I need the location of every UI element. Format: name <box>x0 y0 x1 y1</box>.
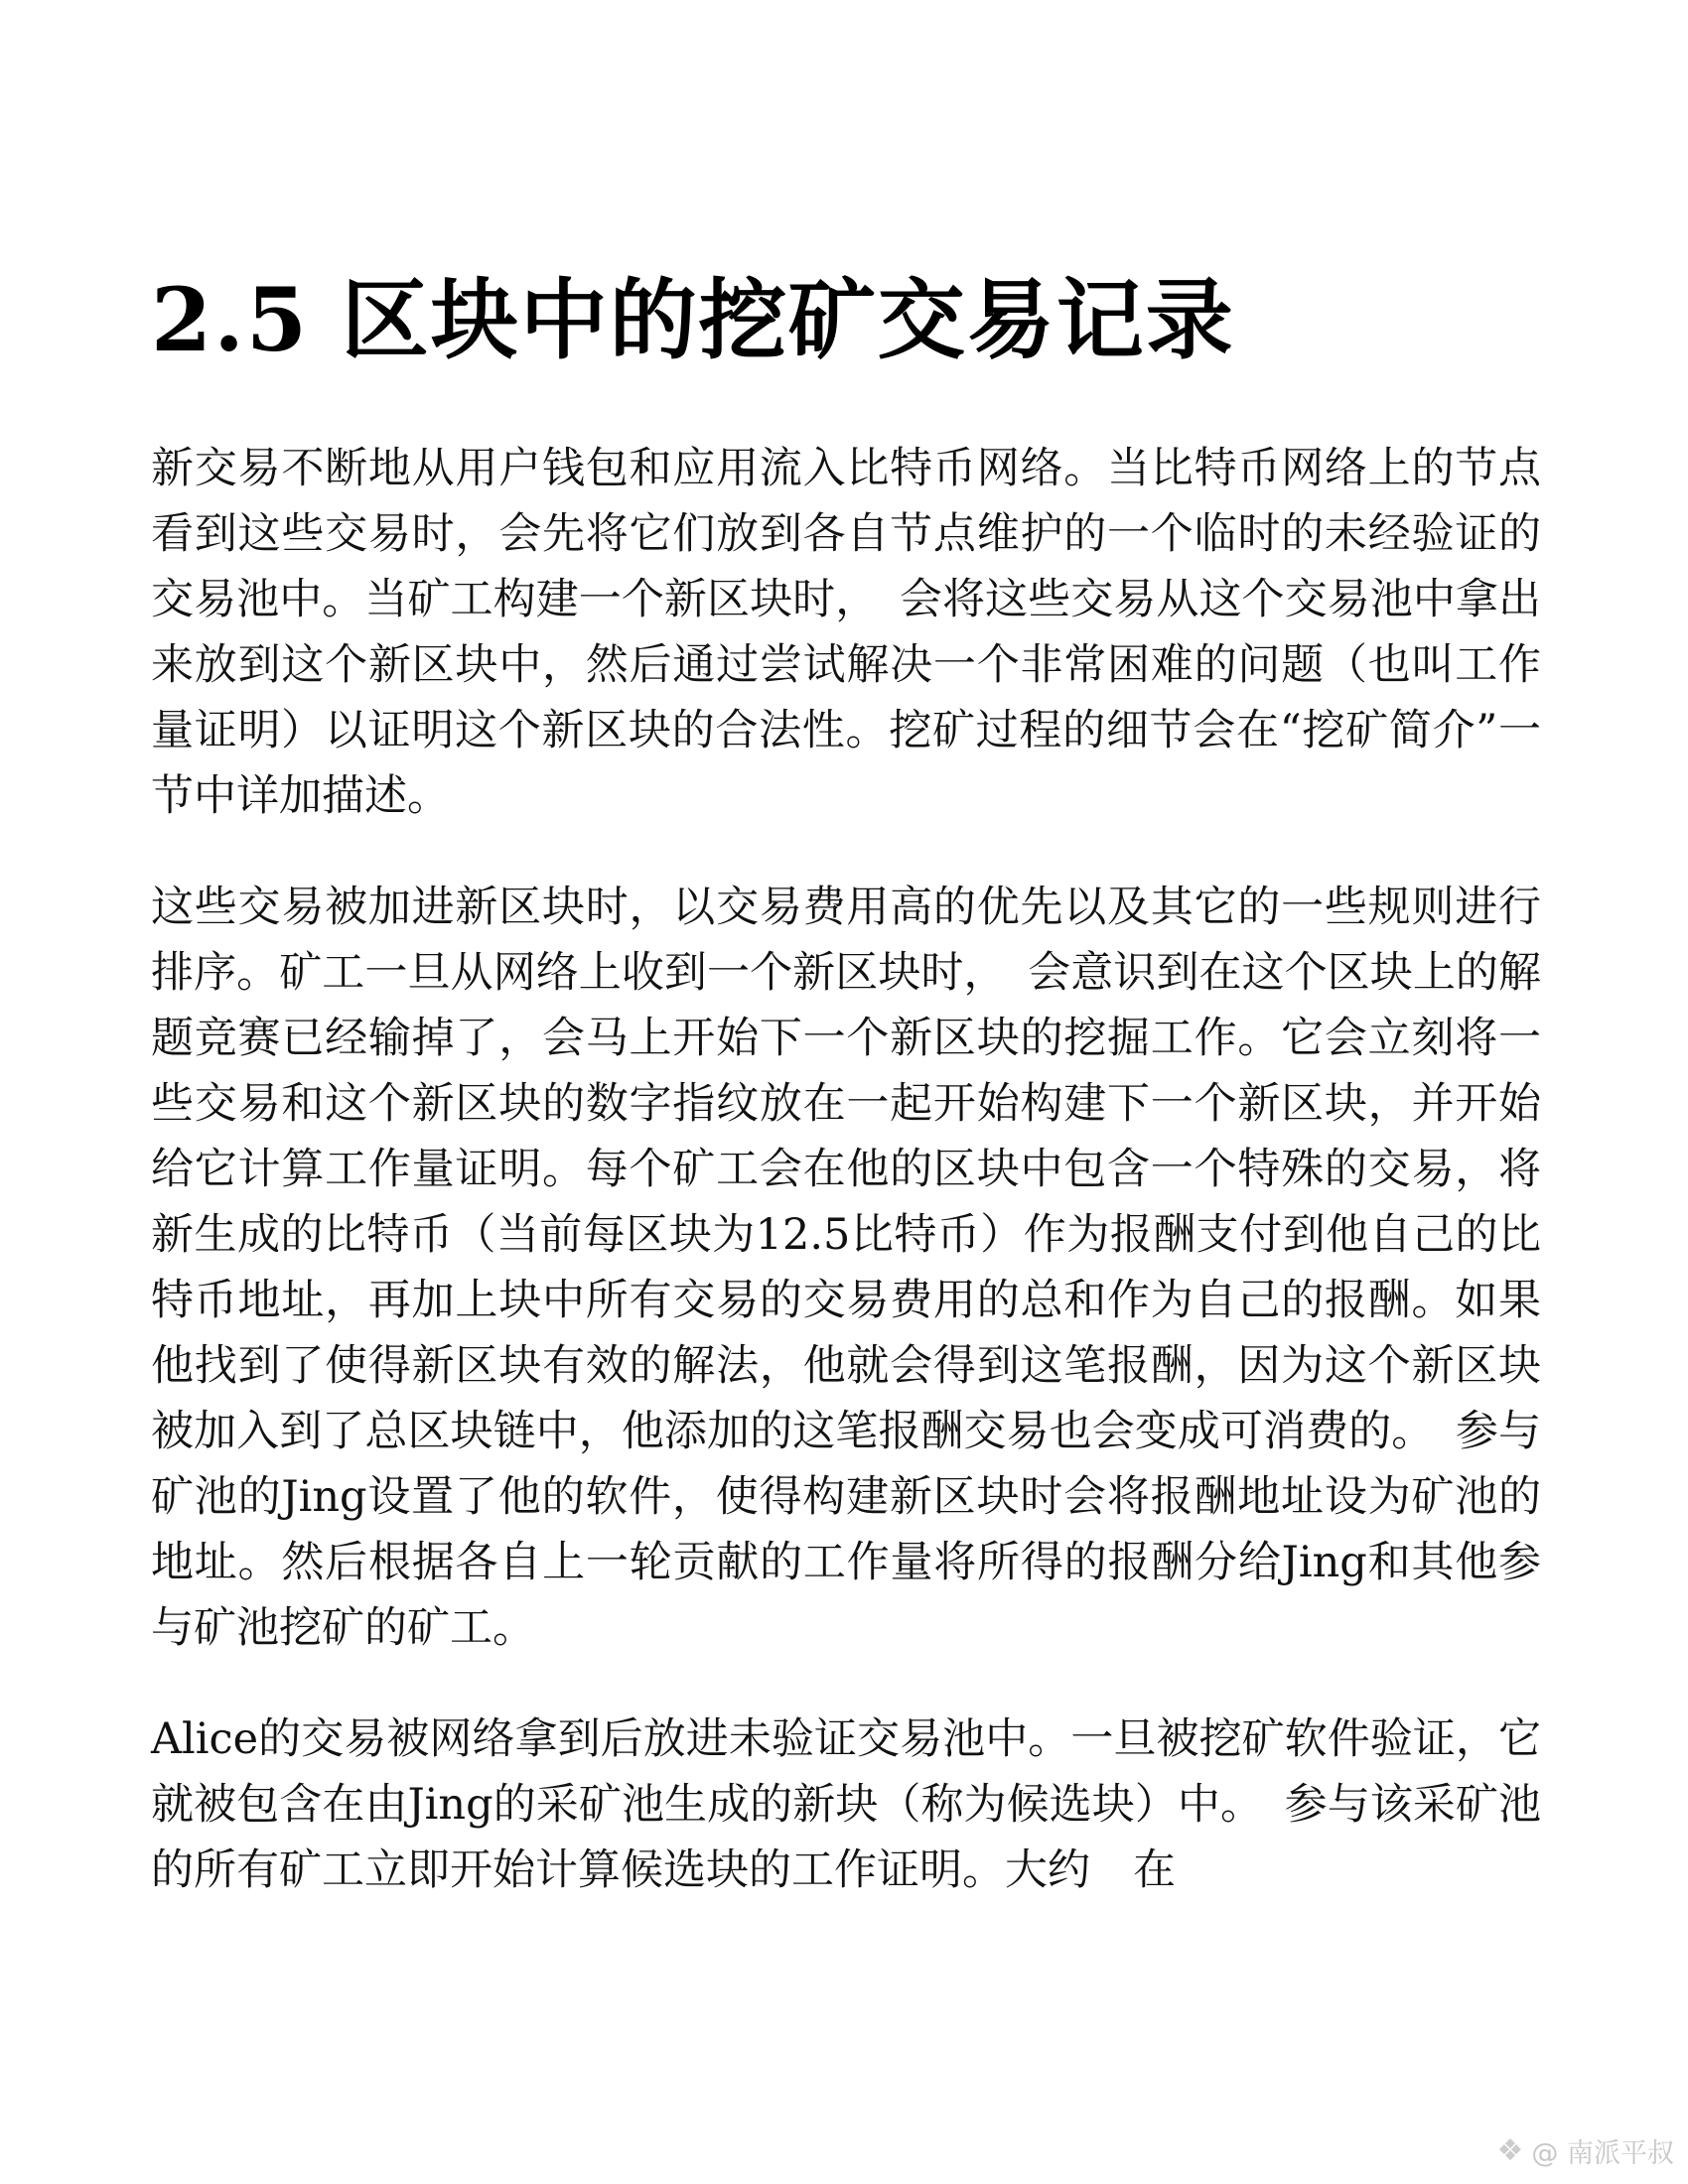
paragraph-1: 新交易不断地从用户钱包和应用流入比特币网络。当比特币网络上的节点看到这些交易时，会先将它们放到各自节点维护的一个临时的未经验证的交易池中。当矿工构建一个新区块时， 会将这些交易从这个交易池中拿出来放到这个新区块中，然后通过尝试解决一个非常困难的问题（也叫工作量证明）以证明这个新区块的合法性。挖矿过程的细节会在“挖矿简介”一节中详加描述。 <box>151 444 1541 822</box>
paragraph-3: Alice的交易被网络拿到后放进未验证交易池中。一旦被挖矿软件验证，它就被包含在由Jing的采矿池生成的新块（称为候选块）中。 参与该采矿池的所有矿工立即开始计算候选块的工作证明。大约 在 <box>151 1714 1541 1896</box>
section-title: 2.5 区块中的挖矿交易记录 <box>151 268 1235 371</box>
diamond-logo-icon: ❖ <box>1496 2132 1524 2168</box>
paragraph-2: 这些交易被加进新区块时，以交易费用高的优先以及其它的一些规则进行排序。矿工一旦从网络上收到一个新区块时， 会意识到在这个区块上的解题竞赛已经输掉了，会马上开始下一个新区块的挖掘工作。它会立刻将一些交易和这个新区块的数字指纹放在一起开始构建下一个新区块，并开始给它计算工作量证明。每个矿工会在他的区块中包含一个特殊的交易，将新生成的比特币（当前每区块为12.5比特币）作为报酬支付到他自己的比特币地址，再加上块中所有交易的交易费用的总和作为自己的报酬。如果他找到了使得新区块有效的解法，他就会得到这笔报酬，因为这个新区块被加入到了总区块链中，他添加的这笔报酬交易也会变成可消费的。 参与矿池的Jing设置了他的软件，使得构建新区块时会将报酬地址设为矿池的地址。然后根据各自上一轮贡献的工作量将所得的报酬分给Jing和其他参与矿池挖矿的矿工。 <box>151 883 1541 1654</box>
watermark-text: @ 南派平叔 <box>1531 2138 1674 2169</box>
watermark <box>1497 2131 1675 2170</box>
document-content <box>151 270 1541 1949</box>
